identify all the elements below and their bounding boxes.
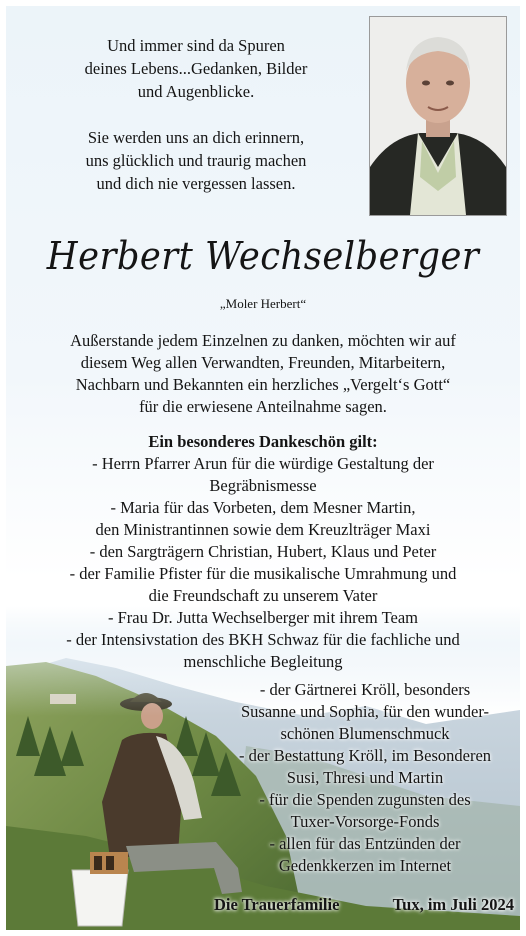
list-item: den Ministrantinnen sowie dem Kreuzlträger Maxi <box>95 520 431 539</box>
thanks-line: diesem Weg allen Verwandten, Freunden, Mitarbeitern, <box>80 353 446 372</box>
poem-line: uns glücklich und traurig machen <box>85 151 307 170</box>
poem <box>26 34 366 195</box>
list-item: die Freundschaft zu unserem Vater <box>148 586 378 605</box>
poem-line: und dich nie vergessen lassen. <box>96 174 296 193</box>
thanks-line: Nachbarn und Bekannten ein herzliches „Vergelt‘s Gott“ <box>75 375 451 394</box>
thanks-line: für die erwiesene Anteilnahme sagen. <box>139 397 387 416</box>
special-thanks-title: Ein besonderes Dankeschön gilt: <box>148 432 378 451</box>
list-item: schönen Blumenschmuck <box>280 724 450 743</box>
nickname: „Moler Herbert“ <box>219 296 307 311</box>
poem-line: und Augenblicke. <box>137 82 255 101</box>
thanks-line: Außerstande jedem Einzelnen zu danken, möchten wir auf <box>70 331 456 350</box>
poem-line: deines Lebens...Gedanken, Bilder <box>84 59 308 78</box>
list-item: - der Intensivstation des BKH Schwaz für die fachliche und <box>66 630 460 649</box>
list-item: - Frau Dr. Jutta Wechselberger mit ihrem Team <box>107 608 419 627</box>
list-item: - allen für das Entzünden der <box>269 834 461 853</box>
signature: Die Trauerfamilie <box>214 895 340 914</box>
list-item: Susi, Thresi und Martin <box>286 768 444 787</box>
deceased-name: Herbert Wechselberger <box>46 234 480 278</box>
list-item: Tuxer-Vorsorge-Fonds <box>290 812 440 831</box>
footer <box>214 893 514 917</box>
poem-line: Und immer sind da Spuren <box>107 36 285 55</box>
place-date: Tux, im Juli 2024 <box>392 895 514 914</box>
thanks-paragraph <box>20 330 506 418</box>
list-item: - Herrn Pfarrer Arun für die würdige Gestaltung der <box>92 454 434 473</box>
list-item: - Maria für das Vorbeten, dem Mesner Martin, <box>110 498 416 517</box>
obituary-card <box>6 6 520 930</box>
list-item: - der Familie Pfister für die musikalische Umrahmung und <box>69 564 457 583</box>
list-item: - der Gärtnerei Kröll, besonders <box>259 680 471 699</box>
list-item: - den Sargträgern Christian, Hubert, Klaus und Peter <box>89 542 437 561</box>
list-item: Susanne und Sophia, für den wunder- <box>240 702 490 721</box>
special-thanks-list-continued <box>230 679 500 877</box>
portrait-photo <box>369 16 507 216</box>
list-item: - der Bestattung Kröll, im Besonderen <box>238 746 492 765</box>
special-thanks-list <box>20 453 506 673</box>
list-item: - für die Spenden zugunsten des <box>259 790 471 809</box>
list-item: Begräbnismesse <box>209 476 317 495</box>
poem-line: Sie werden uns an dich erinnern, <box>87 128 305 147</box>
list-item: menschliche Begleitung <box>183 652 343 671</box>
list-item: Gedenkkerzen im Internet <box>278 856 452 875</box>
